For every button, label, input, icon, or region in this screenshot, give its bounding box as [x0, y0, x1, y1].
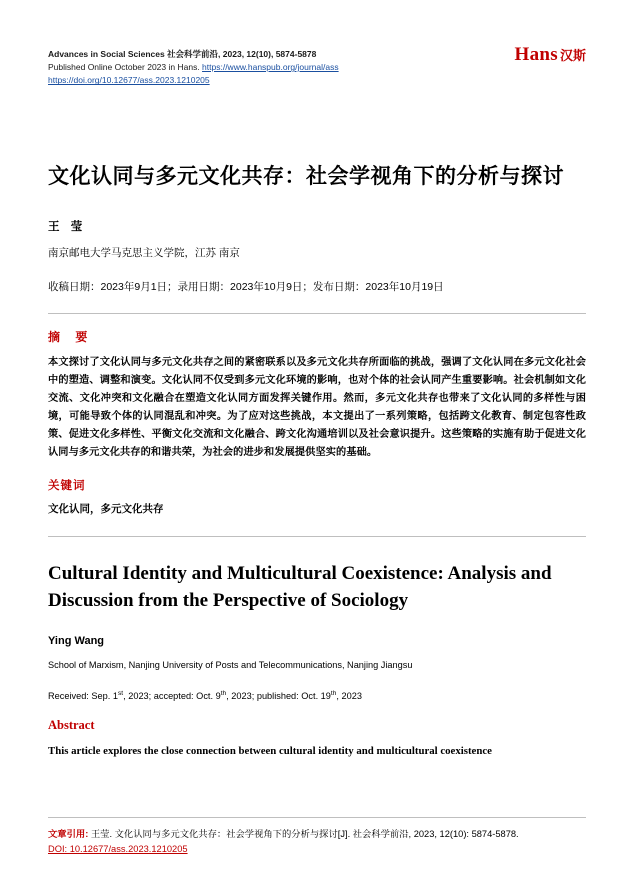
page-title-english: Cultural Identity and Multicultural Coexistence: Analysis and Discussion from the Perspective of Sociology	[48, 563, 552, 612]
divider-above-abstract-cn	[48, 313, 586, 314]
journal-info-line: Advances in Social Sciences 社会科学前沿, 2023, 12(10), 5874-5878	[48, 49, 317, 59]
abstract-heading-chinese: 摘 要	[48, 330, 94, 345]
citation-line	[48, 827, 586, 842]
dates-english-prefix: Received: Sep. 1	[48, 690, 118, 701]
abstract-heading-english: Abstract	[48, 717, 95, 732]
affiliation-english: School of Marxism, Nanjing University of Posts and Telecommunications, Nanjing Jiangsu	[48, 660, 413, 671]
keywords-chinese: 文化认同，多元文化共存	[48, 503, 164, 516]
divider-above-english	[48, 536, 586, 537]
citation-text: 王莹. 文化认同与多元文化共存：社会学视角下的分析与探讨[J]. 社会科学前沿, 2023, 12(10): 5874-5878.	[88, 829, 519, 840]
citation-footer	[48, 817, 586, 854]
divider-above-citation	[48, 817, 586, 818]
abstract-body-chinese: 本文探讨了文化认同与多元文化共存之间的紧密联系以及多元文化共存所面临的挑战，强调了文化认同在多元文化社会中的塑造、调整和演变。文化认同不仅受到多元文化环境的影响，也对个体的社会认同产生重要影响。社会机制如文化交流、文化冲突和文化融合在塑造文化认同方面发挥关键作用。然而，多元文化共存也带来了文化认同的多样性与困境，可能导致个体的认同混乱和冲突。为了应对这些挑战，本文提出了一系列策略，包括跨文化教育、制定包容性政策、促进文化多样性、平衡文化交流和文化融合、跨文化沟通培训以及社会意识提升。这些策略的实施有助于促进文化认同与多元文化共存的和谐共荣，为社会的进步和发展提供坚实的基础。	[48, 357, 586, 458]
publisher-logo	[515, 44, 586, 66]
journal-url-link[interactable]: https://www.hanspub.org/journal/ass	[202, 62, 339, 73]
author-english: Ying Wang	[48, 635, 105, 648]
page-header	[48, 0, 586, 104]
author-chinese: 王 莹	[48, 220, 87, 233]
page-title-chinese: 文化认同与多元文化共存：社会学视角下的分析与探讨	[48, 165, 564, 188]
dates-english-mid-1: , 2023; accepted: Oct. 9	[123, 690, 221, 701]
dates-sup-1: st	[117, 689, 124, 697]
citation-label: 文章引用:	[48, 829, 89, 840]
header-text-block	[48, 48, 478, 88]
dates-chinese: 收稿日期：2023年9月1日；录用日期：2023年10月9日；发布日期：2023年10月19日	[48, 280, 444, 293]
doi-link[interactable]: https://doi.org/10.12677/ass.2023.1210205	[48, 75, 210, 86]
doi-line	[48, 74, 478, 87]
abstract-body-english: This article explores the close connection between cultural identity and multicultural coexistence	[48, 744, 492, 757]
published-line	[48, 61, 478, 74]
logo-hans-text: Hans	[514, 44, 558, 65]
dates-sup-3: th	[330, 689, 337, 697]
citation-doi-link[interactable]: DOI: 10.12677/ass.2023.1210205	[48, 844, 188, 854]
affiliation-chinese: 南京邮电大学马克思主义学院，江苏 南京	[48, 246, 240, 259]
dates-english-mid-2: , 2023; published: Oct. 19	[226, 690, 331, 701]
published-prefix: Published Online October 2023 in Hans.	[48, 62, 203, 73]
keywords-heading-chinese: 关键词	[48, 480, 86, 493]
logo-hans-chinese: 汉斯	[559, 48, 586, 63]
dates-english	[48, 689, 586, 704]
dates-english-suffix: , 2023	[336, 690, 362, 701]
dates-sup-2: th	[220, 689, 227, 697]
